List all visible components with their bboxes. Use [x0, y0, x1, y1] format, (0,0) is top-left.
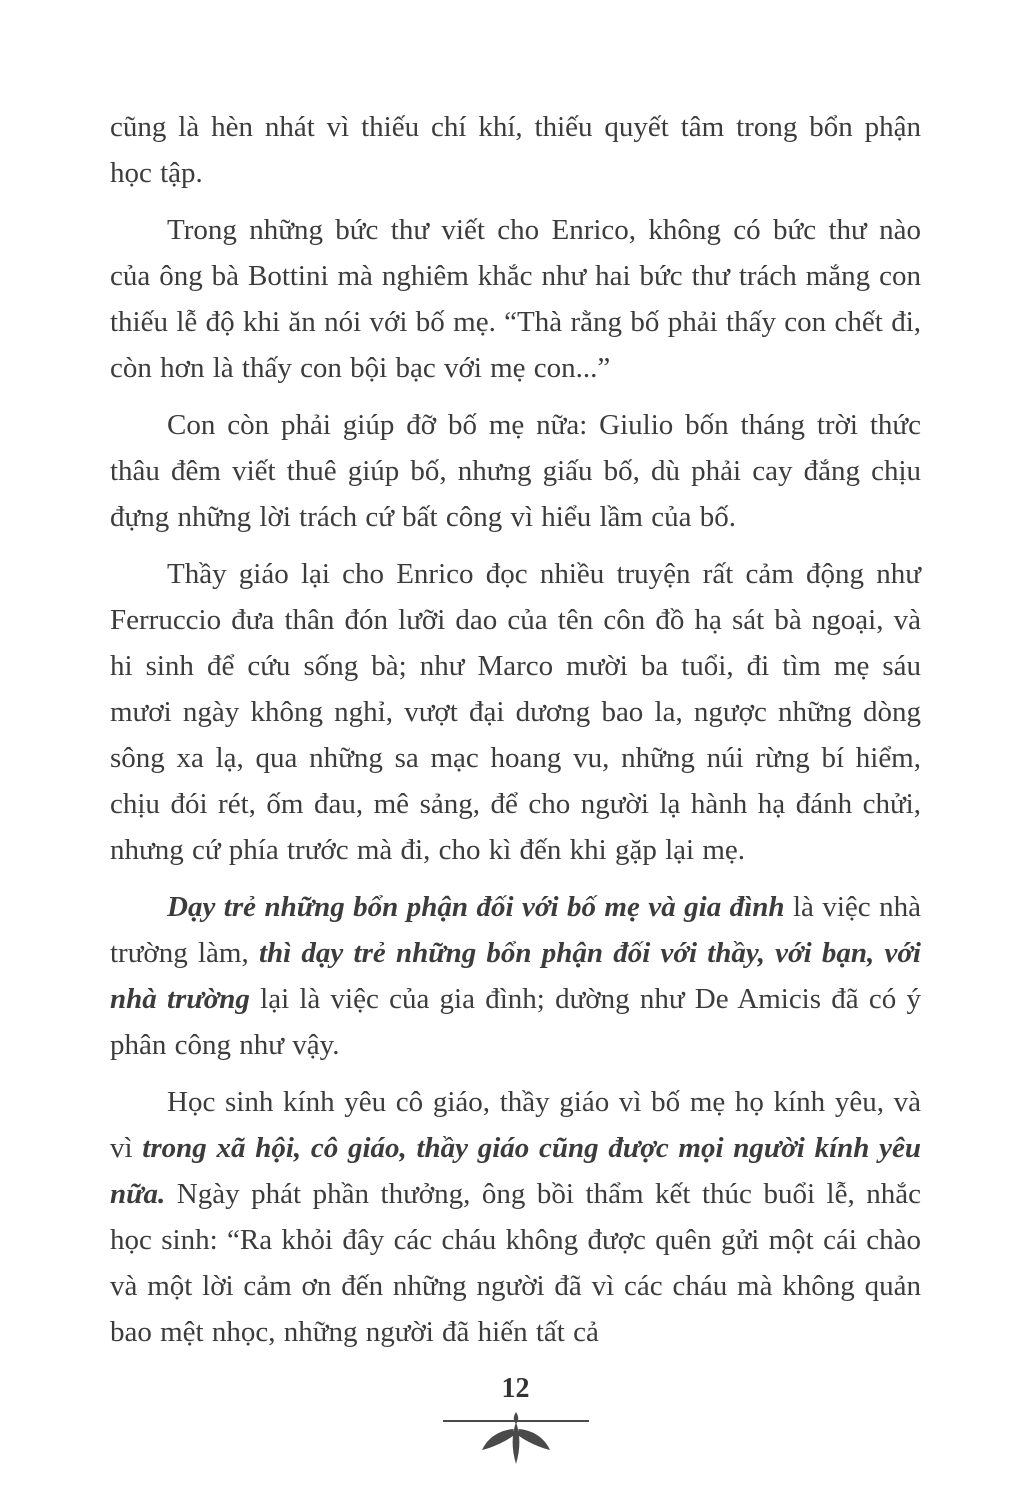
paragraph — [110, 104, 921, 196]
paragraph — [110, 884, 921, 1068]
emphasized-text: thì dạy trẻ những bổn phận đối với thầy, với bạn, với nhà trường — [110, 937, 921, 1015]
page-footer — [110, 1373, 921, 1467]
paragraph — [110, 207, 921, 391]
body-text: Ngày phát phần thưởng, ông bồi thẩm kết thúc buổi lễ, nhắc học sinh: “Ra khỏi đây các cháu không được quên gửi một cái chào và một lời cảm ơn đến những người đã vì các cháu mà không quản bao mệt nhọc, những người đã hiến tất cả — [110, 1178, 921, 1348]
paragraph — [110, 551, 921, 873]
paragraph — [110, 402, 921, 540]
emphasized-text: Dạy trẻ những bổn phận đối với bố mẹ và gia đình — [167, 891, 785, 923]
fleuron-divider-icon — [110, 1409, 921, 1467]
body-text: Thầy giáo lại cho Enrico đọc nhiều truyện rất cảm động như Ferruccio đưa thân đón lưỡi dao của tên côn đồ hạ sát bà ngoại, và hi sinh để cứu sống bà; như Marco mười ba tuổi, đi tìm mẹ sáu mươi ngày không nghỉ, vượt đại dương bao la, ngược những dòng sông xa lạ, qua những sa mạc hoang vu, những núi rừng bí hiểm, chịu đói rét, ốm đau, mê sảng, để cho người lạ hành hạ đánh chửi, nhưng cứ phía trước mà đi, cho kì đến khi gặp lại mẹ. — [110, 558, 921, 866]
page-content — [110, 104, 921, 1355]
paragraph — [110, 1079, 921, 1355]
body-text: Học sinh kính yêu cô giáo, thầy giáo vì bố mẹ họ kính yêu, và vì — [110, 1086, 921, 1164]
page-number: 12 — [501, 1373, 530, 1404]
emphasized-text: trong xã hội, cô giáo, thầy giáo cũng được mọi người kính yêu nữa. — [110, 1132, 921, 1210]
body-text: cũng là hèn nhát vì thiếu chí khí, thiếu quyết tâm trong bổn phận học tập. — [110, 111, 921, 189]
body-text: là việc nhà trường làm, — [110, 891, 921, 969]
body-text: Trong những bức thư viết cho Enrico, không có bức thư nào của ông bà Bottini mà nghiêm khắc như hai bức thư trách mắng con thiếu lễ độ khi ăn nói với bố mẹ. “Thà rằng bố phải thấy con chết đi, còn hơn là thấy con bội bạc với mẹ con...” — [110, 214, 921, 384]
body-text: lại là việc của gia đình; dường như De Amicis đã có ý phân công như vậy. — [110, 983, 921, 1061]
body-text: Con còn phải giúp đỡ bố mẹ nữa: Giulio bốn tháng trời thức thâu đêm viết thuê giúp bố, nhưng giấu bố, dù phải cay đắng chịu đựng những lời trách cứ bất công vì hiểu lầm của bố. — [110, 409, 921, 533]
